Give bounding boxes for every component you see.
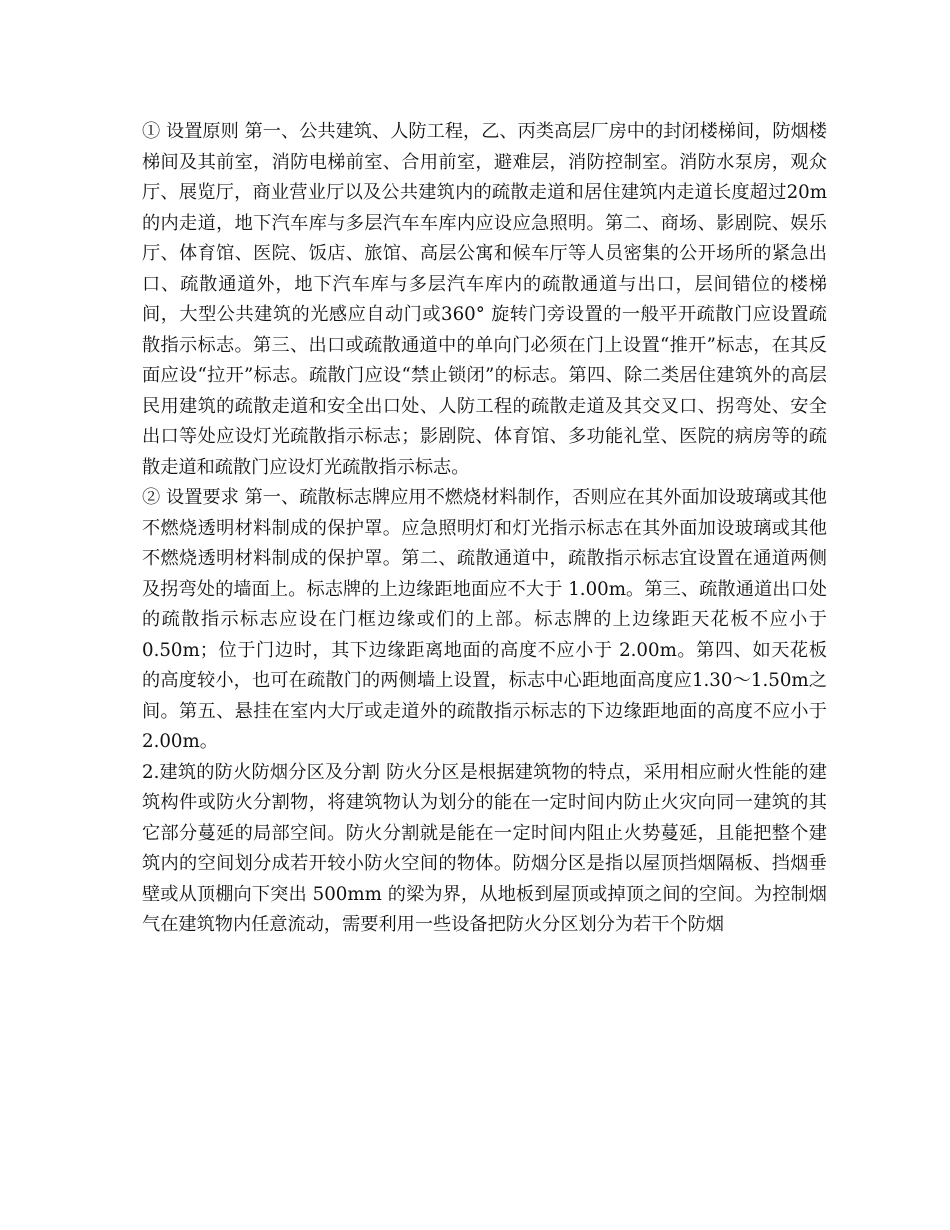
document-body [142,117,827,941]
paragraph-setting-requirements: ② 设置要求 第一、疏散标志牌应用不燃烧材料制作，否则应在其外面加设玻璃或其他不燃烧透明材料制成的保护罩。应急照明灯和灯光指示标志在其外面加设玻璃或其他不燃烧透明材料制成的保护罩。第二、疏散通道中，疏散指示标志宜设置在通道两侧及拐弯处的墙面上。标志牌的上边缘距地面应不大于 1.00m。第三、疏散通道出口处的疏散指示标志应设在门框边缘或们的上部。标志牌的上边缘距天花板不应小于 0.50m；位于门边时，其下边缘距离地面的高度不应小于 2.00m。第四、如天花板的高度较小，也可在疏散门的两侧墙上设置，标志中心距地面高度应1.30～1.50m之间。第五、悬挂在室内大厅或走道外的疏散指示标志的下边缘距地面的高度不应小于 2.00m。 [142,487,827,752]
paragraph-fire-smoke-zones: 2.建筑的防火防烟分区及分割 防火分区是根据建筑物的特点，采用相应耐火性能的建筑构件或防火分割物，将建筑物认为划分的能在一定时间内防止火灾向同一建筑的其它部分蔓延的局部空间。防火分割就是能在一定时间内阻止火势蔓延，且能把整个建筑内的空间划分成若开较小防火空间的物体。防烟分区是指以屋顶挡烟隔板、挡烟垂壁或从顶棚向下突出 500mm 的梁为界，从地板到屋顶或掉顶之间的空间。为控制烟气在建筑物内任意流动，需要利用一些设备把防火分区划分为若干个防烟 [142,761,827,935]
paragraph-setting-principles: ① 设置原则 第一、公共建筑、人防工程，乙、丙类高层厂房中的封闭楼梯间，防烟楼梯间及其前室，消防电梯前室、合用前室，避难层，消防控制室。消防水泵房，观众厅、展览厅，商业营业厅以及公共建筑内的疏散走道和居住建筑内走道长度超过20m的内走道，地下汽车库与多层汽车车库内应设应急照明。第二、商场、影剧院、娱乐厅、体育馆、医院、饭店、旅馆、高层公寓和候车厅等人员密集的公开场所的紧急出口、疏散通道外，地下汽车库与多层汽车库内的疏散通道与出口，层间错位的楼梯间，大型公共建筑的光感应自动门或360° 旋转门旁设置的一般平开疏散门应设置疏散指示标志。第三、出口或疏散通道中的单向门必须在门上设置“推开”标志，在其反面应设“拉开”标志。疏散门应设“禁止锁闭”的标志。第四、除二类居住建筑外的高层民用建筑的疏散走道和安全出口处、人防工程的疏散走道及其交叉口、拐弯处、安全出口等处应设灯光疏散指示标志；影剧院、体育馆、多功能礼堂、医院的病房等的疏散走道和疏散门应设灯光疏散指示标志。 [142,121,827,478]
